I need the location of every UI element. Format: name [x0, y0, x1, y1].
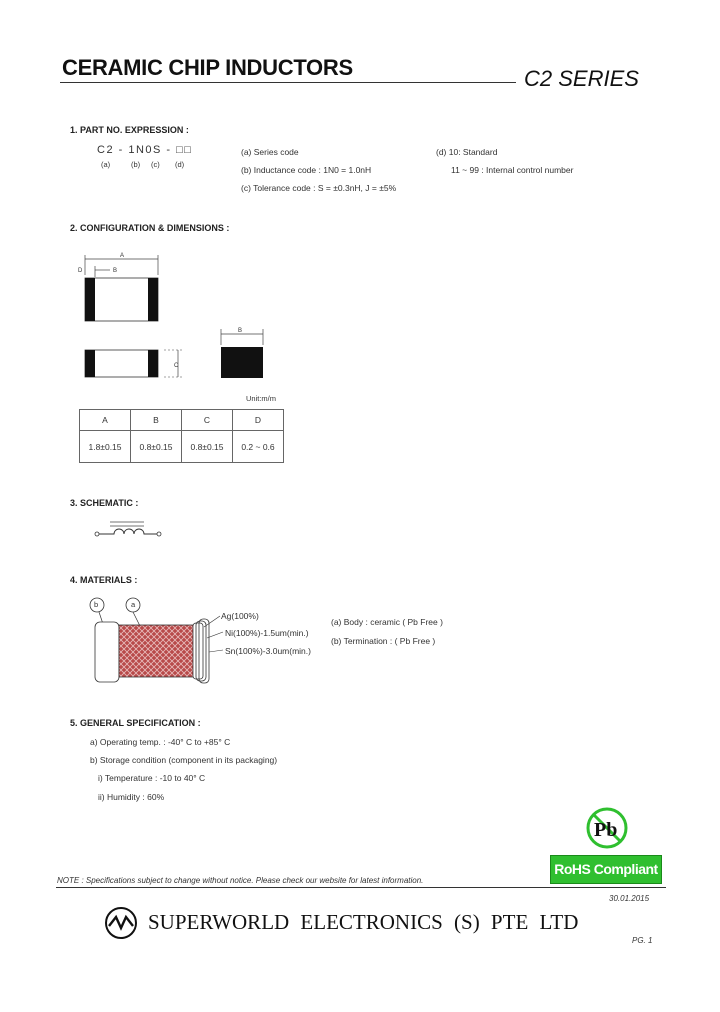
dim-value-d: 0.2 ~ 0.6	[233, 431, 284, 463]
part-no-desc-c: (c) Tolerance code : S = ±0.3nH, J = ±5%	[241, 183, 397, 193]
dim-label-b: B	[113, 268, 118, 274]
chip-top-view	[85, 278, 158, 321]
layer-ag: Ag(100%)	[221, 611, 259, 621]
dim-label-d: D	[78, 268, 83, 274]
dim-header-b: B	[131, 410, 182, 431]
spec-storage-condition: b) Storage condition (component in its packaging)	[90, 755, 278, 765]
pb-free-icon	[584, 805, 630, 851]
materials-drawing	[85, 592, 325, 692]
document-title: CERAMIC CHIP INDUCTORS	[62, 55, 353, 80]
title-rule	[60, 82, 516, 83]
footer-note: NOTE : Specifications subject to change without notice. Please check our website for latest information.	[57, 876, 424, 885]
part-no-desc-b: (b) Inductance code : 1N0 = 1.0nH	[241, 165, 372, 175]
part-no-desc-d-internal: 11 ~ 99 : Internal control number	[451, 165, 574, 175]
material-termination: (b) Termination : ( Pb Free )	[331, 636, 436, 646]
chip-end-view	[221, 347, 263, 378]
section-schematic-heading: 3. SCHEMATIC :	[70, 498, 139, 508]
layer-sn: Sn(100%)-3.0um(min.)	[225, 646, 311, 656]
part-no-desc-a: (a) Series code	[241, 147, 299, 157]
section-materials-heading: 4. MATERIALS :	[70, 575, 138, 585]
part-no-desc-d: (d) 10: Standard	[436, 147, 498, 157]
spec-temperature: i) Temperature : -10 to 40° C	[98, 773, 206, 783]
part-no-letter-c: (c)	[151, 160, 160, 169]
dim-header-d: D	[233, 410, 284, 431]
section-general-heading: 5. GENERAL SPECIFICATION :	[70, 718, 201, 728]
section-config-heading: 2. CONFIGURATION & DIMENSIONS :	[70, 223, 230, 233]
inductor-symbol	[92, 518, 166, 544]
dim-value-b: 0.8±0.15	[131, 431, 182, 463]
layer-ni: Ni(100%)-1.5um(min.)	[225, 628, 309, 638]
dimension-drawing	[70, 245, 290, 385]
footer-rule	[56, 887, 666, 888]
material-body: (a) Body : ceramic ( Pb Free )	[331, 617, 443, 627]
dim-header-a: A	[80, 410, 131, 431]
dim-header-c: C	[182, 410, 233, 431]
section-part-no-heading: 1. PART NO. EXPRESSION :	[70, 125, 189, 135]
part-no-code: C2 - 1N0S - □□	[97, 144, 193, 156]
company-name: SUPERWORLD ELECTRONICS (S) PTE LTD	[148, 910, 579, 934]
page-number: PG. 1	[632, 936, 653, 945]
spec-operating-temp: a) Operating temp. : -40° C to +85° C	[90, 737, 231, 747]
company-logo-icon	[104, 906, 138, 940]
unit-label: Unit:m/m	[246, 394, 276, 403]
part-no-letter-a: (a)	[101, 160, 111, 169]
callout-a-label: a	[131, 600, 136, 609]
footer-date: 30.01.2015	[609, 894, 650, 903]
part-no-letter-b: (b)	[131, 160, 141, 169]
rohs-compliant-badge: RoHS Compliant	[550, 855, 662, 884]
dim-label-b-end: B	[238, 328, 243, 334]
callout-b-label: b	[94, 600, 99, 609]
dim-value-a: 1.8±0.15	[80, 431, 131, 463]
dim-label-c: C	[174, 363, 179, 369]
chip-side-view	[85, 350, 158, 377]
pb-symbol: Pb	[594, 819, 618, 841]
spec-humidity: ii) Humidity : 60%	[98, 792, 165, 802]
ceramic-body	[119, 625, 195, 677]
series-name: C2 SERIES	[524, 66, 639, 91]
dim-value-c: 0.8±0.15	[182, 431, 233, 463]
dimension-table	[79, 409, 284, 463]
part-no-letter-d: (d)	[175, 160, 185, 169]
dim-label-a: A	[120, 253, 125, 259]
